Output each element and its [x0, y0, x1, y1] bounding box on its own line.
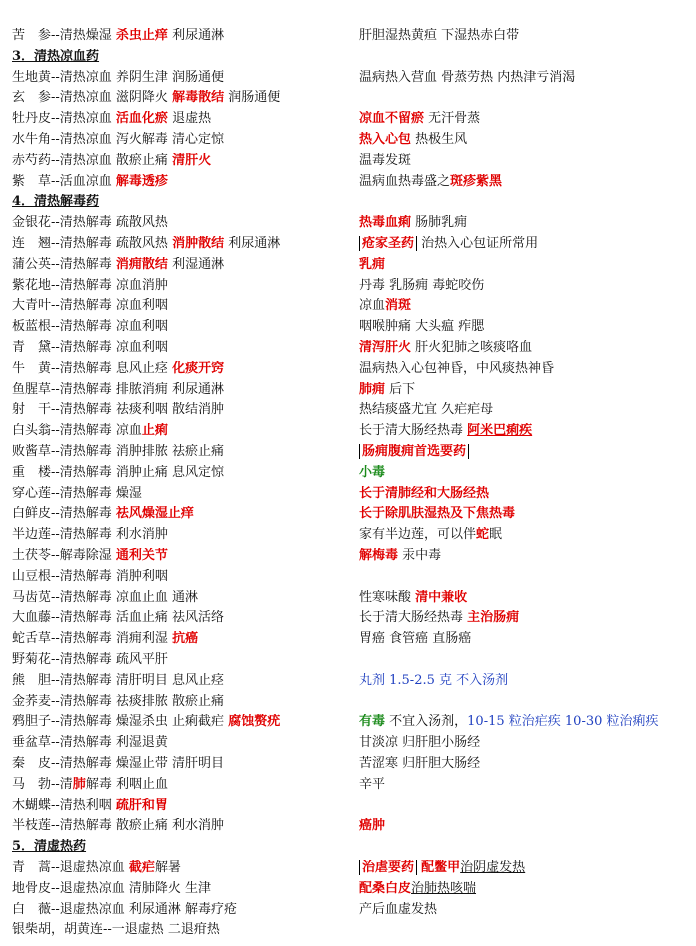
- text-segment: 长于除肌肤湿热及下焦热毒: [359, 506, 516, 522]
- text-segment: 蒲公英--清热解毒: [12, 256, 116, 272]
- herb-row: [0, 732, 696, 753]
- text-segment: 凉血不留瘀: [359, 111, 425, 127]
- text-segment: 后下: [385, 381, 416, 397]
- text-segment: 解毒 利咽止血: [85, 776, 168, 792]
- text-segment: 热毒血痢: [359, 215, 412, 231]
- text-segment: 乳痈: [359, 256, 386, 272]
- text-segment: 解梅毒: [359, 548, 399, 563]
- right-column-text: [359, 756, 692, 771]
- text-segment: 温病血热毒盛之: [359, 173, 451, 189]
- left-column-text: [12, 798, 357, 813]
- text-segment: 解毒散结: [172, 90, 225, 106]
- right-column-text: [359, 257, 692, 272]
- right-column-text: [359, 610, 692, 625]
- herb-row: [0, 399, 696, 420]
- text-segment: 长于清大肠经热毒: [359, 610, 468, 626]
- text-segment: 半边莲--清热解毒 利水消肿: [12, 527, 168, 543]
- text-segment: 癌肿: [359, 818, 386, 834]
- text-segment: 腐蚀赘疣: [228, 714, 281, 730]
- text-segment: 阿米巴痢疾: [467, 423, 533, 439]
- text-segment: 蛇舌草--清热解毒 消痈利湿: [12, 631, 173, 647]
- section-heading-row: [0, 191, 696, 212]
- right-column-text: [359, 590, 692, 605]
- right-column-text: [359, 902, 692, 917]
- herb-row: [0, 233, 696, 254]
- text-segment: 牡丹皮--清热凉血: [12, 111, 116, 127]
- text-segment: 祛风燥湿止痒: [115, 506, 194, 522]
- herb-row: [0, 212, 696, 233]
- herb-row: [0, 670, 696, 691]
- herb-row: [0, 857, 696, 878]
- right-column-text: [359, 153, 692, 168]
- herb-row: [0, 919, 696, 940]
- left-column-text: [12, 49, 357, 64]
- text-segment: 银柴胡，胡黄连--一退虚热 二退疳热: [12, 922, 220, 938]
- text-segment: 10-15 粒治疟疾 10-30 粒治痢疾: [467, 714, 659, 730]
- herb-row: [0, 171, 696, 192]
- left-column-text: [12, 465, 357, 480]
- left-column-text: [12, 111, 357, 126]
- left-column-text: [12, 423, 357, 438]
- text-segment: 利湿通淋: [167, 256, 225, 272]
- text-segment: 土茯苓--解毒除湿: [12, 548, 116, 563]
- text-segment: 温毒发斑: [359, 152, 412, 168]
- text-segment: 温病热入营血 骨蒸劳热 内热津亏消渴: [359, 69, 576, 85]
- right-column-text: [359, 860, 692, 875]
- text-segment: 解毒透疹: [115, 173, 168, 189]
- text-segment: 产后血虚发热: [359, 901, 438, 917]
- text-segment: 长于清肺经和大肠经热: [359, 485, 490, 501]
- section-heading-row: [0, 836, 696, 857]
- text-segment: 消斑: [385, 298, 412, 314]
- text-segment: 家有半边莲，可以伴: [359, 527, 477, 543]
- herb-row: [0, 753, 696, 774]
- text-segment: 治阴虚发热: [460, 860, 526, 875]
- text-segment: 清泻肝火: [359, 340, 412, 355]
- text-segment: 无汗骨蒸: [424, 111, 481, 127]
- herb-row: [0, 587, 696, 608]
- left-column-text: [12, 673, 357, 688]
- text-segment: 3．清热凉血药: [12, 48, 100, 64]
- text-segment: 苦 参--清热燥湿: [12, 28, 116, 43]
- text-segment: 马 勃--清: [12, 776, 73, 792]
- text-segment: 大青叶--清热解毒 凉血利咽: [12, 298, 168, 314]
- text-segment: 紫 草--活血凉血: [12, 173, 116, 189]
- herb-row: [0, 774, 696, 795]
- left-column-text: [12, 714, 357, 729]
- right-column-text: [359, 402, 692, 417]
- herb-row: [0, 337, 696, 358]
- right-column-text: [359, 132, 692, 147]
- herb-row: [0, 462, 696, 483]
- text-segment: 肠痈腹痈首选要药: [359, 444, 469, 459]
- text-segment: 金荞麦--清热解毒 祛痰排脓 散瘀止痛: [12, 693, 225, 709]
- text-segment: 活血化瘀: [115, 111, 168, 127]
- left-column-text: [12, 132, 357, 147]
- left-column-text: [12, 382, 357, 397]
- right-column-text: [359, 465, 692, 480]
- left-column-text: [12, 506, 357, 521]
- herb-row: [0, 795, 696, 816]
- text-segment: 杀虫止痒: [115, 28, 168, 43]
- right-column-text: [359, 70, 692, 85]
- text-segment: 辛平: [359, 776, 386, 792]
- text-segment: 疏肝和胃: [115, 797, 168, 813]
- herb-row: [0, 358, 696, 379]
- herb-row: [0, 25, 696, 46]
- text-segment: 汞中毒: [398, 548, 442, 563]
- left-column-text: [12, 631, 357, 646]
- left-column-text: [12, 486, 357, 501]
- text-segment: 咽喉肿痛 大头瘟 痄腮: [359, 319, 485, 335]
- herb-row: [0, 295, 696, 316]
- right-column-text: [359, 881, 692, 896]
- left-column-text: [12, 215, 357, 230]
- text-segment: 通利关节: [115, 548, 168, 563]
- right-column-text: [359, 382, 692, 397]
- text-segment: 4．清热解毒药: [12, 194, 100, 210]
- text-segment: 丹毒 乳肠痈 毒蛇咬伤: [359, 277, 485, 293]
- herb-row: [0, 316, 696, 337]
- left-column-text: [12, 28, 357, 43]
- right-column-text: [359, 215, 692, 230]
- left-column-text: [12, 818, 357, 833]
- herb-row: [0, 275, 696, 296]
- text-segment: 鱼腥草--清热解毒 排脓消痈 利尿通淋: [12, 381, 225, 397]
- left-column-text: [12, 194, 357, 209]
- left-column-text: [12, 902, 357, 917]
- text-segment: 金银花--清热解毒 疏散风热: [12, 215, 168, 231]
- herb-row: [0, 691, 696, 712]
- text-segment: 治热入心包证所常用: [417, 236, 539, 251]
- left-column-text: [12, 922, 357, 937]
- left-column-text: [12, 361, 357, 376]
- left-column-text: [12, 236, 357, 251]
- text-segment: 白鲜皮--清热解毒: [12, 506, 116, 522]
- text-segment: 肝胆湿热黄疸 下湿热赤白带: [359, 28, 520, 43]
- left-column-text: [12, 340, 357, 355]
- text-segment: 野菊花--清热解毒 疏风平肝: [12, 652, 168, 667]
- herb-row: [0, 150, 696, 171]
- herb-row: [0, 483, 696, 504]
- herb-row: [0, 815, 696, 836]
- text-segment: 热极生风: [411, 132, 468, 147]
- text-segment: 熊 胆--清热解毒 清肝明目 息风止痉: [12, 672, 225, 688]
- text-segment: 秦 皮--清热解毒 燥湿止带 清肝明目: [12, 756, 225, 771]
- text-segment: 凉血: [359, 298, 386, 314]
- herb-row: [0, 108, 696, 129]
- text-segment: 清中兼收: [415, 589, 468, 605]
- right-column-text: [359, 423, 692, 438]
- text-segment: 青 蒿--退虚热凉血: [12, 860, 129, 875]
- text-segment: 消痈散结: [115, 256, 168, 272]
- text-segment: 退虚热: [167, 111, 212, 127]
- herb-row: [0, 711, 696, 732]
- text-segment: 止痢: [141, 423, 168, 439]
- left-column-text: [12, 860, 357, 875]
- text-segment: 地骨皮--退虚热凉血 清肺降火 生津: [12, 880, 212, 896]
- text-segment: 疮家圣药: [359, 236, 417, 251]
- herb-row: [0, 67, 696, 88]
- right-column-text: [359, 278, 692, 293]
- text-segment: 治虐要药: [359, 860, 417, 875]
- text-segment: 肺: [72, 776, 86, 792]
- text-segment: 肺痈: [359, 381, 386, 397]
- text-segment: 主治肠痈: [467, 610, 520, 626]
- right-column-text: [359, 527, 692, 542]
- right-column-text: [359, 236, 692, 251]
- text-segment: 射 干--清热解毒 祛痰利咽 散结消肿: [12, 402, 225, 418]
- text-segment: 穿心莲--清热解毒 燥湿: [12, 485, 142, 501]
- text-segment: 木蝴蝶--清热利咽: [12, 797, 116, 813]
- text-segment: 热结痰盛尤宜 久疟疟母: [359, 402, 494, 418]
- herb-row: [0, 129, 696, 150]
- right-column-text: [359, 340, 692, 355]
- text-segment: 牛 黄--清热解毒 息风止痉: [12, 360, 173, 376]
- left-column-text: [12, 402, 357, 417]
- text-segment: 大血藤--清热解毒 活血止痛 祛风活络: [12, 610, 225, 626]
- text-segment: 消肿散结: [172, 236, 225, 251]
- text-segment: 生地黄--清热凉血 养阴生津 润肠通便: [12, 69, 225, 85]
- text-segment: 温病热入心包神昏，中风痰热神昏: [359, 360, 555, 376]
- left-column-text: [12, 527, 357, 542]
- text-segment: 连 翘--清热解毒 疏散风热: [12, 236, 173, 251]
- left-column-text: [12, 694, 357, 709]
- text-segment: 蛇: [476, 527, 490, 543]
- text-segment: 山豆根--清热解毒 消肿利咽: [12, 568, 168, 584]
- left-column-text: [12, 652, 357, 667]
- left-column-text: [12, 610, 357, 625]
- text-segment: 5．清虚热药: [12, 839, 87, 855]
- left-column-text: [12, 298, 357, 313]
- text-segment: 水牛角--清热凉血 泻火解毒 清心定惊: [12, 132, 225, 147]
- right-column-text: [359, 818, 692, 833]
- right-column-text: [359, 319, 692, 334]
- herb-row: [0, 628, 696, 649]
- left-column-text: [12, 319, 357, 334]
- text-segment: 紫花地--清热解毒 凉血消肿: [12, 277, 168, 293]
- text-segment: 化痰开窍: [172, 360, 225, 376]
- left-column-text: [12, 278, 357, 293]
- right-column-text: [359, 714, 692, 729]
- left-column-text: [12, 90, 357, 105]
- herb-row: [0, 566, 696, 587]
- right-column-text: [359, 486, 692, 501]
- left-column-text: [12, 881, 357, 896]
- right-column-text: [359, 631, 692, 646]
- right-column-text: [359, 735, 692, 750]
- text-segment: 甘淡凉 归肝胆小肠经: [359, 735, 481, 751]
- text-segment: 胃癌 食管癌 直肠癌: [359, 631, 472, 647]
- herb-row: [0, 379, 696, 400]
- right-column-text: [359, 444, 692, 459]
- herb-row: [0, 524, 696, 545]
- text-segment: 白头翁--清热解毒 凉血: [12, 423, 142, 439]
- left-column-text: [12, 257, 357, 272]
- text-segment: 截疟: [128, 860, 155, 875]
- herb-row: [0, 545, 696, 566]
- text-segment: 治肺热咳喘: [411, 880, 477, 896]
- left-column-text: [12, 839, 357, 854]
- text-segment: 小毒: [359, 464, 386, 480]
- herb-row: [0, 503, 696, 524]
- left-column-text: [12, 590, 357, 605]
- text-segment: 清肝火: [172, 152, 212, 168]
- right-column-text: [359, 298, 692, 313]
- herb-row: [0, 441, 696, 462]
- left-column-text: [12, 444, 357, 459]
- text-segment: 重 楼--清热解毒 消肿止痛 息风定惊: [12, 464, 225, 480]
- right-column-text: [359, 777, 692, 792]
- left-column-text: [12, 777, 357, 792]
- herb-row: [0, 87, 696, 108]
- section-heading-row: [0, 46, 696, 67]
- text-segment: 抗癌: [172, 631, 199, 647]
- herb-row: [0, 899, 696, 920]
- right-column-text: [359, 548, 692, 563]
- herb-row: [0, 649, 696, 670]
- text-segment: 眠: [489, 527, 503, 543]
- text-segment: 肝火犯肺之咳痰咯血: [411, 340, 533, 355]
- right-column-text: [359, 361, 692, 376]
- text-segment: 解暑: [154, 860, 181, 875]
- text-segment: 半枝莲--清热解毒 散瘀止痛 利水消肿: [12, 818, 225, 834]
- text-segment: 不宜入汤剂，: [385, 714, 468, 730]
- left-column-text: [12, 756, 357, 771]
- text-segment: 玄 参--清热凉血 滋阴降火: [12, 90, 173, 106]
- text-segment: 利尿通淋: [224, 236, 281, 251]
- text-segment: 长于清大肠经热毒: [359, 423, 468, 439]
- left-column-text: [12, 174, 357, 189]
- text-segment: 性寒味酸: [359, 589, 416, 605]
- text-segment: 配桑白皮: [359, 880, 412, 896]
- text-segment: 润肠通便: [224, 90, 281, 106]
- right-column-text: [359, 28, 692, 43]
- text-segment: 板蓝根--清热解毒 凉血利咽: [12, 319, 168, 335]
- text-segment: 肠肺乳痈: [411, 215, 468, 231]
- text-segment: 配鳖甲: [421, 860, 461, 875]
- right-column-text: [359, 506, 692, 521]
- text-segment: 垂盆草--清热解毒 利湿退黄: [12, 735, 168, 751]
- herb-row: [0, 254, 696, 275]
- left-column-text: [12, 153, 357, 168]
- text-segment: 赤芍药--清热凉血 散瘀止痛: [12, 152, 173, 168]
- text-segment: 鸦胆子--清热解毒 燥湿杀虫 止痢截疟: [12, 714, 229, 730]
- text-segment: 丸剂 1.5-2.5 克 不入汤剂: [359, 672, 509, 688]
- text-segment: 白 薇--退虚热凉血 利尿通淋 解毒疗疮: [12, 901, 238, 917]
- text-segment: 败酱草--清热解毒 消肿排脓 祛瘀止痛: [12, 444, 225, 459]
- right-column-text: [359, 174, 692, 189]
- text-segment: 苦涩寒 归肝胆大肠经: [359, 756, 481, 771]
- herb-row: [0, 420, 696, 441]
- text-segment: 热入心包: [359, 132, 412, 147]
- herb-row: [0, 878, 696, 899]
- text-segment: 马齿苋--清热解毒 凉血止血 通淋: [12, 589, 199, 605]
- text-segment: 利尿通淋: [167, 28, 225, 43]
- herb-row: [0, 607, 696, 628]
- left-column-text: [12, 548, 357, 563]
- left-column-text: [12, 735, 357, 750]
- right-column-text: [359, 673, 692, 688]
- left-column-text: [12, 569, 357, 584]
- text-segment: 有毒: [359, 714, 386, 730]
- right-column-text: [359, 111, 692, 126]
- text-segment: 斑疹紫黑: [450, 173, 503, 189]
- text-segment: 青 黛--清热解毒 凉血利咽: [12, 340, 168, 355]
- left-column-text: [12, 70, 357, 85]
